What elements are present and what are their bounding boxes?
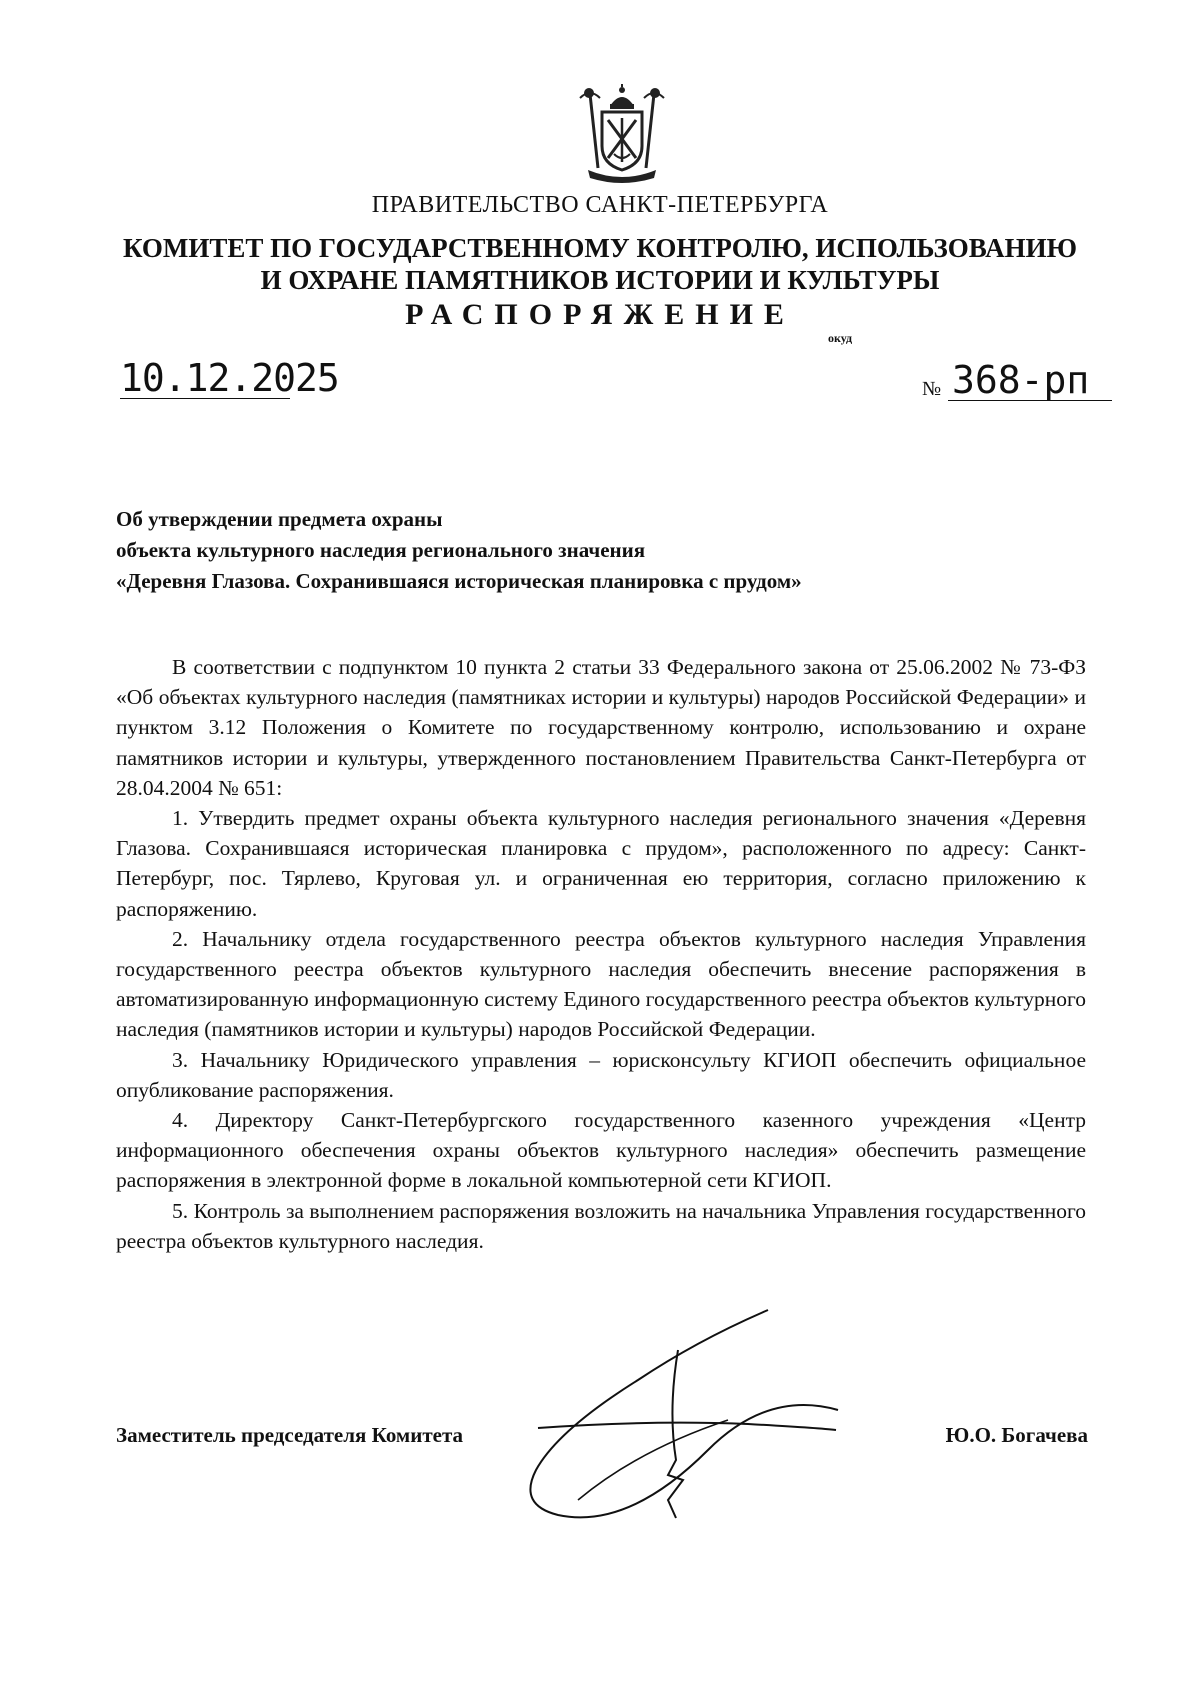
subject-line-3: «Деревня Глазова. Сохранившаяся историческая планировка с прудом» (116, 569, 802, 593)
document-body (116, 652, 1086, 1256)
item-paragraph-2: 2. Начальнику отдела государственного реестра объектов культурного наследия Управления государственного реестра объектов культурного наследия обеспечить внесение распоряжения в автоматизированную информационную систему Единого государственного реестра объектов культурного наследия (памятников истории и культуры) народов Российской Федерации. (116, 926, 1086, 1042)
okud-label: окуд (828, 331, 853, 345)
item-paragraph-3: 3. Начальнику Юридического управления – юрисконсульту КГИОП обеспечить официальное опубликование распоряжения. (116, 1047, 1086, 1102)
document-subject (116, 504, 802, 597)
signatory-name: Ю.О. Богачева (945, 1423, 1088, 1447)
preamble-paragraph: В соответствии с подпунктом 10 пункта 2 статьи 33 Федерального закона от 25.06.2002 № 73-ФЗ «Об объектах культурного наследия (памятниках истории и культуры) народов Российской Федерации» и пунктом 3.12 Положения о Комитете по государственному контролю, использованию и охране памятников истории и культуры, утвержденного постановлением Правительства Санкт-Петербурга от 28.04.2004 № 651: (116, 655, 1086, 800)
item-paragraph-1: 1. Утвердить предмет охраны объекта культурного наследия регионального значения «Деревня Глазова. Сохранившаяся историческая планировка с прудом», расположенного по адресу: Санкт-Петербург, пос. Тярлево, Круговая ул. и ограниченная ею территория, согласно приложению к распоряжению. (116, 806, 1086, 921)
government-title: ПРАВИТЕЛЬСТВО САНКТ-ПЕТЕРБУРГА (371, 192, 829, 218)
document-type: РАСПОРЯЖЕНИЕ (405, 298, 795, 331)
committee-title-line-1: КОМИТЕТ ПО ГОСУДАРСТВЕННОМУ КОНТРОЛЮ, ИСПОЛЬЗОВАНИЮ (123, 233, 1077, 263)
coat-of-arms-icon (570, 84, 674, 184)
document-number: 368-рп (948, 360, 1112, 401)
subject-line-2: объекта культурного наследия регионального значения (116, 538, 646, 562)
subject-line-1: Об утверждении предмета охраны (116, 507, 443, 531)
handwritten-signature-icon (518, 1300, 858, 1540)
item-paragraph-4: 4. Директору Санкт-Петербургского государственного казенного учреждения «Центр информационного обеспечения охраны объектов культурного наследия» обеспечить размещение распоряжения в электронной форме в локальной компьютерной сети КГИОП. (116, 1108, 1086, 1193)
signatory-title: Заместитель председателя Комитета (116, 1423, 464, 1447)
document-date: 10.12.2025 (120, 356, 339, 400)
number-sign: № (922, 378, 942, 400)
committee-title-line-2: И ОХРАНЕ ПАМЯТНИКОВ ИСТОРИИ И КУЛЬТУРЫ (260, 265, 940, 295)
item-paragraph-5: 5. Контроль за выполнением распоряжения возложить на начальника Управления государственного реестра объектов культурного наследия. (116, 1198, 1086, 1253)
committee-title (0, 232, 1200, 296)
